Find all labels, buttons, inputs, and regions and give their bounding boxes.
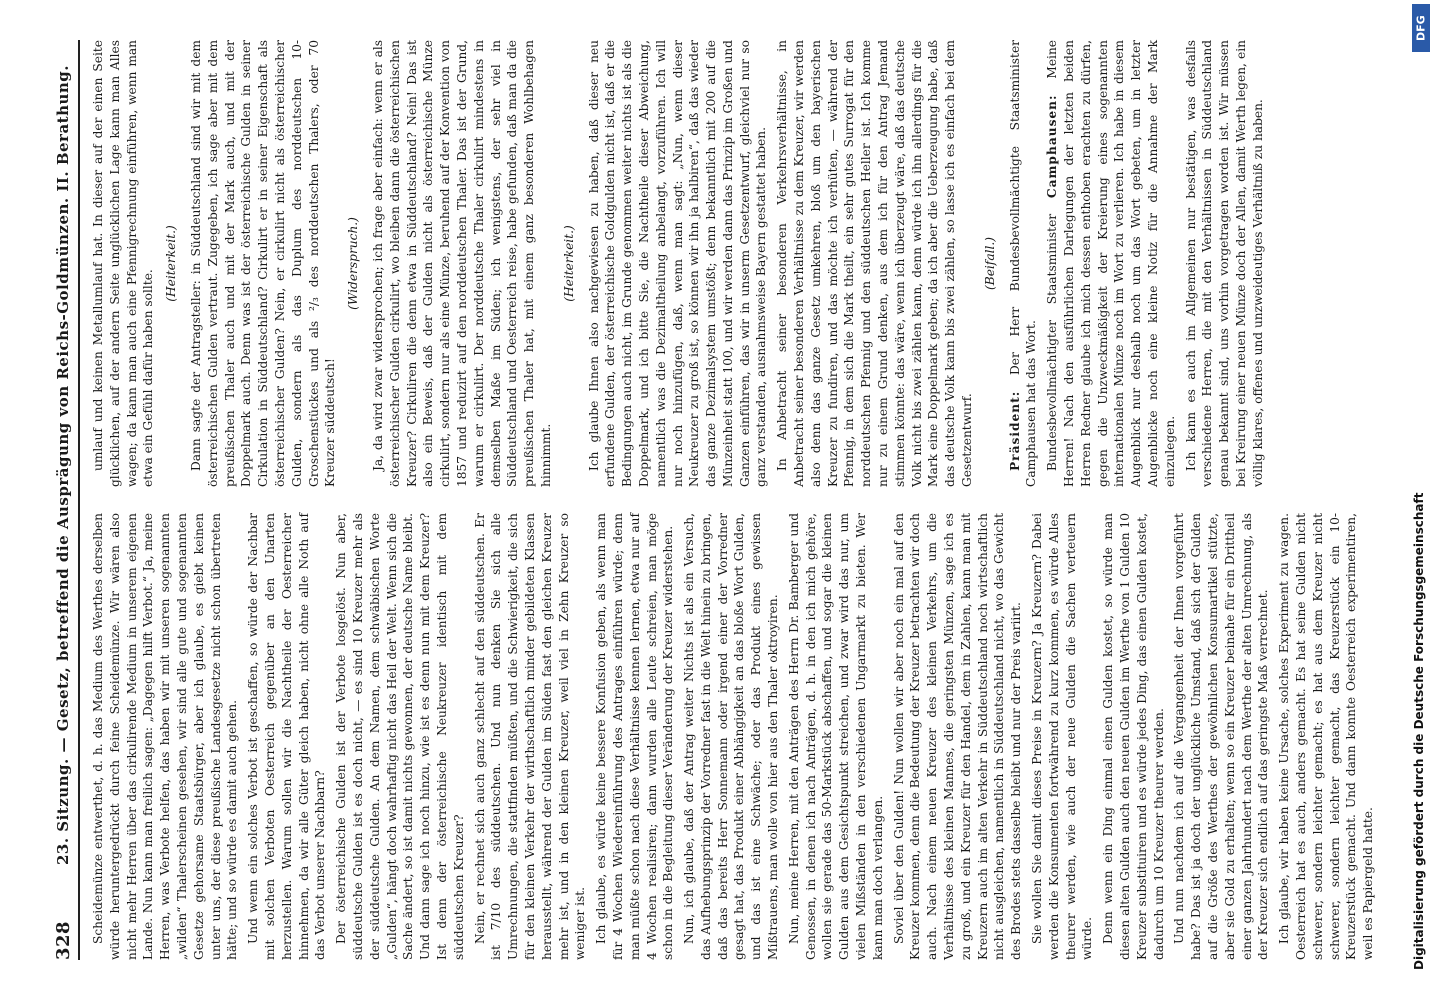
paragraph: Scheidemünze entwerthet, d. h. das Medium des Werthes derselben würde heruntergedrückt durch feine Scheidemünze. Wir wären also nicht mehr Herren über das cirkulirende Medium in unserem eigenen Lande. Nun kann man freilich sagen: „Dagegen hilft Verbot.“ Ja, meine Herren, was Verbote helfen, das haben wir mit unseren sogenannten „wilden“ Thalerscheinen gesehen, wir sind alle gute und sogenannten Gesetze gehorsame Staatsbürger, aber ich glaube, es giebt keinen unter uns, der diese preußische Landesgesetze nicht schon übertreten hätte; und so würde es damit auch gehen. — [91, 513, 240, 960]
paragraph: Ja, da wird zwar widersprochen; ich frage aber einfach: wenn er als österreichischer Gulden cirkulirt, wo bleiben dann die österreichischen Kreuzer? Cirkuliren die denn etwa in Süddeutschland? Nein! Das ist also ein Beweis, daß der Gulden nicht als österreichische Münze cirkulirt, sondern nur als eine Münze, beruhend auf der Konvention von 1857 und reduzirt auf den norddeutschen Thaler. Das ist der Grund, warum er cirkulirt. Der norddeutsche Thaler cirkulirt mindestens in demselben Maße im Süden; ich wenigstens, der sehr viel in Süddeutschland und Oesterreich reise, habe gefunden, daß man da die preußischen Thaler hat, mit einem ganz besonderen Wohlbehagen hinnimmt. — [370, 40, 553, 487]
paragraph: Dann sagte der Antragsteller: in Süddeutschland sind wir mit dem österreichischen Gulden vertraut. Zugegeben, ich sage aber mit dem preußischen Thaler auch und mit der Mark auch, und mit der Doppelmark auch. Denn was ist der österreichische Gulden in seiner Cirkulation in Süddeutschland? Cirkulirt er in seiner Eigenschaft als österreichischer Gulden? Nein, er cirkulirt nicht als österreichischer Gulden, sondern als das Duplum des norddeutschen 10-Groschenstückes und als ²/₃ des norddeutschen Thalers, oder 70 Kreuzer süddeutsch! — [188, 40, 338, 487]
paragraph: Ich glaube Ihnen also nachgewiesen zu haben, daß dieser neu erfundene Gulden, der österreichische Goldgulden nicht ist, daß er die Bedingungen auch nicht, im Grunde genommen weiter nichts ist als die Doppelmark, und ich bitte Sie, die Nachtheile dieser Abweichung, namentlich was die Dezimaltheilung anbelangt, vorzuführen. Ich will nur noch hinzufügen, daß, wenn man sagt: „Nun, wenn dieser Neukreuzer zu groß ist, so können wir ihn ja halbiren“, daß das wieder das ganze Dezimalsystem umstößt; denn bekanntlich mit 200 auf die Münzeinheit statt 100, und wir werden dann das Prinzip im Großen und Ganzen einführen, das wir in unserm Gesetzentwurf, gleichviel nur so ganz verstanden, ausnahmsweise Bayern gestattet haben. — [586, 40, 769, 487]
stage-direction: (Heiterkeit.) — [164, 225, 179, 302]
paragraph: Bundesbevollmächtigter Staatsminister Camphausen: Meine Herren! Nach den ausführlichen Darlegungen der letzten beiden Herren Redner glaube ich mich dessen enthoben erachten zu dürfen, gegen die Unzweckmäßigkeit der Kreierung eines sogenannten internationalen Münze noch im Wort zu verlieren. Ich habe in diesem Augenblick nur deshalb noch um das Wort gebeten, um in letzter Augenblicke noch eine kleine Notiz für die Annahme der Mark einzulegen. — [1045, 39, 1177, 487]
page-header — [48, 40, 80, 960]
paragraph: Präsident: Der Herr Bundesbevollmächtigte Staatsminister Camphausen hat das Wort. — [1007, 40, 1039, 487]
stage-direction: (Beifall.) — [982, 236, 997, 291]
right-column — [90, 40, 1340, 487]
speaker-name: Camphausen: — [1045, 94, 1060, 199]
paragraph: Und nun nachdem ich auf die Vergangenheit der Ihnen vorgeführt habe? Das ist ja doch der unglückliche Umstand, daß sich der Gulden auf die Größe des Werthes der gewöhnlichen Konsumartikel stützte, aber sie Gold zu erhalten; wenn so ein Kreuzer beinahe für ein Drittheil einer ganzen Jahrhundert nach dem Werthe der alten Umrechnung, als der Kreuzer sich endlich auf das geringste Maß verrechnet. — [1172, 513, 1271, 960]
text-columns — [90, 39, 1376, 960]
stage-direction: (Heiterkeit.) — [561, 225, 576, 302]
dfg-logo: DFG — [1412, 4, 1430, 52]
speaker-name: Präsident: — [1007, 390, 1022, 471]
paragraph: Ich glaube, es würde keine bessere Konfusion geben, als wenn man für 4 Wochen Wiedereinführung des Antrages einführen würde; denn man müßte schon nach diese Verhältnisse kennen lernen, etwa nur auf 4 Wochen realisiren; dann wurden alle Leute schreien, man möge schon in die Begleitung dieser Veränderung der Kreuzer widerstehen. — [594, 513, 676, 960]
paragraph: umlauf und keinen Metallumlauf hat. In dieser auf der einen Seite glücklichen, auf der andern Seite unglücklichen Lage kann man Alles wagen; da kann man auch eine Pfennigrechnung einführen, wenn man etwa ein Gefühl dafür haben sollte. — [91, 40, 156, 487]
page-number: 328 — [52, 920, 74, 960]
paragraph: Nun, ich glaube, daß der Antrag weiter Nichts ist als ein Versuch, das Aufhebungsprinzip der Vorredner fast in die Welt hinein zu bringen, daß das bereits Herr Sonnemann oder irgend einer der Vorredner gesagt hat, das Produkt einer Abhängigkeit an das bloße Wort Gulden, und das ist eine Schwäche; oder das Produkt eines gewissen Mißtrauens, man wolle von hier aus den Thaler oktroyiren. — [682, 513, 781, 960]
paragraph: Nein, er rechnet sich auch ganz schlecht auf den süddeutschen. Er ist 7/10 des süddeutschen. Und nun denken Sie sich alle Umrechnungen, die stattfinden müßten, und die Schwierigkeit, die sich für den kleinen Verkehr der wirthschaftlich minder gebildeten Klassen herausstellt, während der Gulden im Süden fast den gleichen Kreuzer mehr ist, und in den kleinen Kreuzer, weil viel in Zehn Kreuzer so weniger ist. — [472, 513, 588, 960]
running-title: 23. Sitzung. — Gesetz, betreffend die Ausprägung von Reichs-Goldmünzen. II. Berathung. — [54, 64, 72, 866]
stage-direction: (Widerspruch.) — [346, 217, 361, 310]
paragraph: Und wenn ein solches Verbot ist geschaffen, so würde der Nachbar mit solchen Verboten Oesterreich gegenüber an den Unarten herzustellen. Warum sollen wir die Nachtheile der Oesterreicher hinnehmen, da wir alle Güter gleich haben, nicht ohne alle Noth auf das Verbot unserer Nachbarn? — [246, 513, 328, 960]
paragraph: Denn wenn ein Ding einmal einen Gulden kostet, so würde man diesen alten Gulden auch den neuen Gulden im Werthe von 1 Gulden 10 Kreuzer substituiren und es würde jedes Ding, das einen Gulden kostet, dadurch um 10 Kreuzer theurer werden. — [1101, 513, 1166, 960]
left-column — [90, 513, 1376, 960]
paragraph: Ich glaube, wir haben keine Ursache, solches Experiment zu wagen. Oesterreich hat es auch, anders gemacht. Es hat seine Gulden nicht schwerer, sondern leichter gemacht; es hat aus dem Kreuzer nicht schwerer, sondern leichter gemacht, das Kreuzerstück ein 10-Kreuzerstück gemacht. Und dann konnte Oesterreich experimentiren, weil es Papiergeld hatte. — [1277, 513, 1376, 960]
paragraph: Ich kann es auch im Allgemeinen nur bestätigen, was desfalls verschiedene Herren, die mit den Verhältnissen in Süddeutschland genau bekannt sind, uns vorhin vorgetragen worden ist. Wir müssen bei Kreirung einer neuen Münze doch der Allen, damit Werth legen, ein völlig klares, offenes und unzweideutiges Verhältniß zu haben. — [1183, 40, 1265, 487]
dfg-sidebar — [1410, 0, 1432, 1000]
paragraph: Der österreichische Gulden ist der Verbote losgelöst. Nun aber, süddeutsche Gulden ist es doch nicht, — es sind 10 Kreuzer mehr als der süddeutsche Gulden. An dem Namen, dem schwäbischen Worte „Gulden“, hängt doch wahrhaftig nicht das Heil der Welt. Wenn sich die Sache ändert, so ist damit nichts gewonnen, der deutsche Name bleibt. Und dann sage ich noch hinzu, wie ist es denn nun mit dem Kreuzer? Ist denn der österreichische Neukreuzer identisch mit dem süddeutschen Kreuzer? — [334, 513, 466, 960]
paragraph: In Anbetracht seiner besonderen Verkehrsverhältnisse, in Anbetracht seiner besonderen Verhältnisse zu dem Kreuzer, wir werden also denn das ganze Gesetz umkehren, bloß um den bayerischen Kreuzer zu fundiren, und das möchte ich verhüten, — während der Pfennig, in dem sich die Mark theilt, ein sehr gutes Surrogat für den norddeutschen Pfennig und den süddeutschen Heller ist. Ich komme nur zu einem Grund denken, aus dem ich für den Antrag Jemand stimmen könnte: das wäre, wenn ich überzeugt wäre, daß das deutsche Volk nicht bis zwei zählen kann, denn würde ich ihn allerdings für die Mark eine Doppelmark geben; da ich aber die Ueberzeugung habe, daß das deutsche Volk kann bis zwei zählen, so lasse ich es einfach bei dem Gesetzentwurf. — [775, 40, 975, 487]
dfg-funding-notice: Digitalisierung gefördert durch die Deutsche Forschungsgemeinschaft — [1412, 492, 1426, 970]
paragraph: Sie wollen Sie damit dieses Preise in Kreuzern? Ja Kreuzern? Dabei werden die Konsumenten fortwährend zu kurz kommen, es würde Alles theurer werden, wie auch der neue Gulden die Sachen verteuern würde. — [1030, 513, 1095, 960]
paragraph: Nun, meine Herren, mit den Anträgen des Herrn Dr. Bamberger und Genossen, in denen ich nach Anträgen, d. h. in den ich mich gehöre, wollen sie gerade das 50-Markstück abschaffen, und sogar die kleinen Gulden aus dem Gesichtspunkt streichen, und zwar wird das nur, um vielen Mißständen in den verschiedenen Ungarmarkt zu bieten. Wer kann man doch verlangen. — [786, 513, 885, 960]
paragraph: Soviel über den Gulden! Nun wollen wir aber noch ein mal auf den Kreuzer kommen, denn die Bedeutung der Kreuzer betrachten wir doch auch. Nach einem neuen Kreuzer des kleinen Verkehrs, um die Verhältnisse des kleinen Mannes, die geringsten Münzen, sage ich es zu groß, und ein Kreuzer für den Handel, dem in Zahlen, kann man mit Kreuzern auch im alten Verkehr in Süddeutschland noch wirtschaftlich nicht ausgleichen, namentlich in Süddeutschland nicht, wo das Gewicht des Brodes stets dasselbe bleibt und nur der Preis variirt. — [891, 513, 1024, 960]
